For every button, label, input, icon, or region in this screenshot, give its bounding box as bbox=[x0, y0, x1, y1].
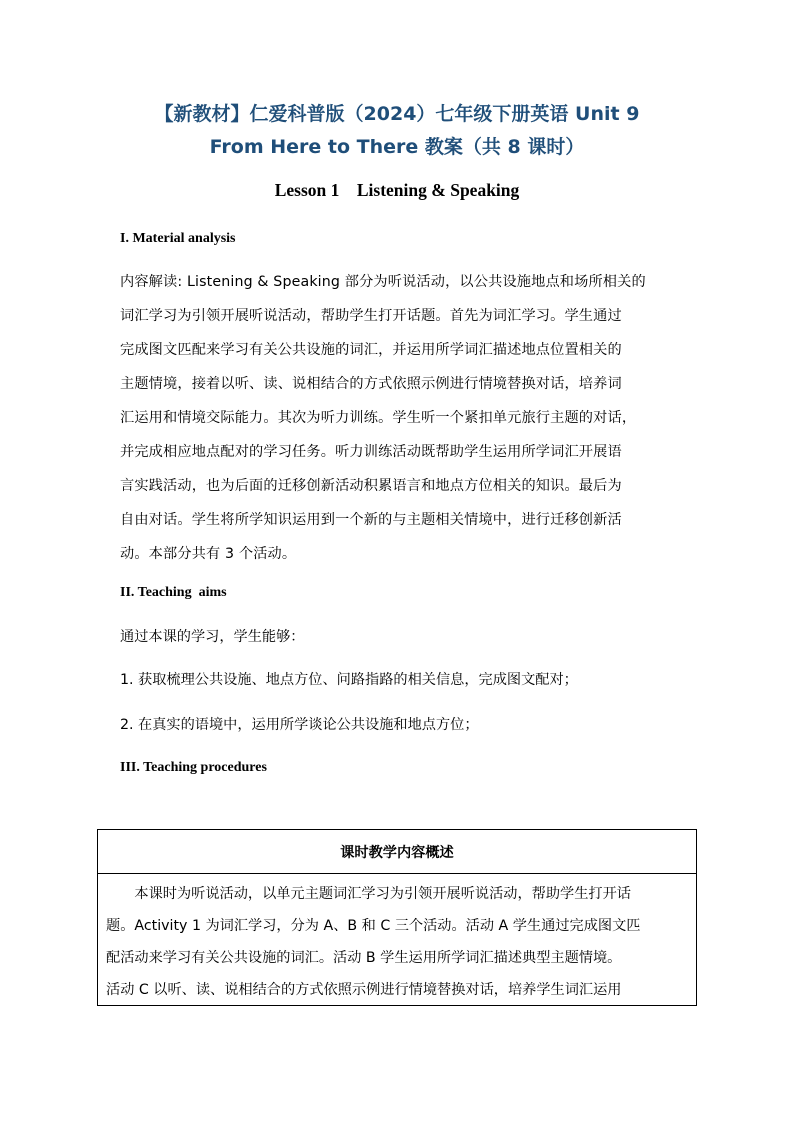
paragraph-line: 主题情境，接着以听、读、说相结合的方式依照示例进行情境替换对话，培养词 bbox=[120, 376, 622, 392]
table-body-line: 本课时为听说活动，以单元主题词汇学习为引领开展听说活动，帮助学生打开话 bbox=[106, 886, 631, 902]
table-body-line: 题。Activity 1 为词汇学习，分为 A、B 和 C 三个活动。活动 A 学生通过完成图文匹 bbox=[106, 918, 641, 934]
section-heading-teaching-aims: II. Teaching aims bbox=[120, 585, 227, 600]
paragraph-line: 汇运用和情境交际能力。其次为听力训练。学生听一个紧扣单元旅行主题的对话， bbox=[120, 410, 637, 426]
table-body-line: 配活动来学习有关公共设施的词汇。活动 B 学生运用所学词汇描述典型主题情境。 bbox=[106, 950, 622, 966]
table-body-line: 活动 C 以听、读、说相结合的方式依照示例进行情境替换对话，培养学生词汇运用 bbox=[106, 982, 622, 998]
lesson-heading: Lesson 1 Listening & Speaking bbox=[274, 180, 520, 200]
section-heading-teaching-procedures: III. Teaching procedures bbox=[120, 760, 267, 775]
paragraph-line: 动。本部分共有 3 个活动。 bbox=[120, 546, 297, 562]
title-line-2: From Here to There 教案（共 8 课时） bbox=[209, 136, 585, 158]
paragraph-line: 内容解读: Listening & Speaking 部分为听说活动，以公共设施地点和场所相关的 bbox=[120, 274, 646, 290]
title-line-1: 【新教材】仁爱科普版（2024）七年级下册英语 Unit 9 bbox=[154, 103, 640, 125]
teaching-aim-item: 1. 获取梳理公共设施、地点方位、问路指路的相关信息，完成图文配对； bbox=[120, 672, 578, 688]
paragraph-line: 自由对话。学生将所学知识运用到一个新的与主题相关情境中，进行迁移创新活 bbox=[120, 512, 622, 528]
document-title bbox=[80, 98, 714, 164]
teaching-aim-item: 2. 在真实的语境中，运用所学谈论公共设施和地点方位； bbox=[120, 717, 479, 733]
material-analysis-paragraph bbox=[120, 265, 676, 571]
paragraph-line: 词汇学习为引领开展听说活动，帮助学生打开话题。首先为词汇学习。学生通过 bbox=[120, 308, 622, 324]
table-body bbox=[98, 874, 696, 1006]
paragraph-line: 并完成相应地点配对的学习任务。听力训练活动既帮助学生运用所学词汇开展语 bbox=[120, 444, 622, 460]
paragraph-line: 言实践活动，也为后面的迁移创新活动积累语言和地点方位相关的知识。最后为 bbox=[120, 478, 622, 494]
paragraph-line: 完成图文匹配来学习有关公共设施的词汇，并运用所学词汇描述地点位置相关的 bbox=[120, 342, 622, 358]
teaching-aims-intro: 通过本课的学习，学生能够： bbox=[120, 629, 305, 645]
section-heading-material-analysis: I. Material analysis bbox=[120, 231, 236, 246]
table-header: 课时教学内容概述 bbox=[98, 830, 696, 874]
lesson-overview-table bbox=[97, 829, 697, 1006]
